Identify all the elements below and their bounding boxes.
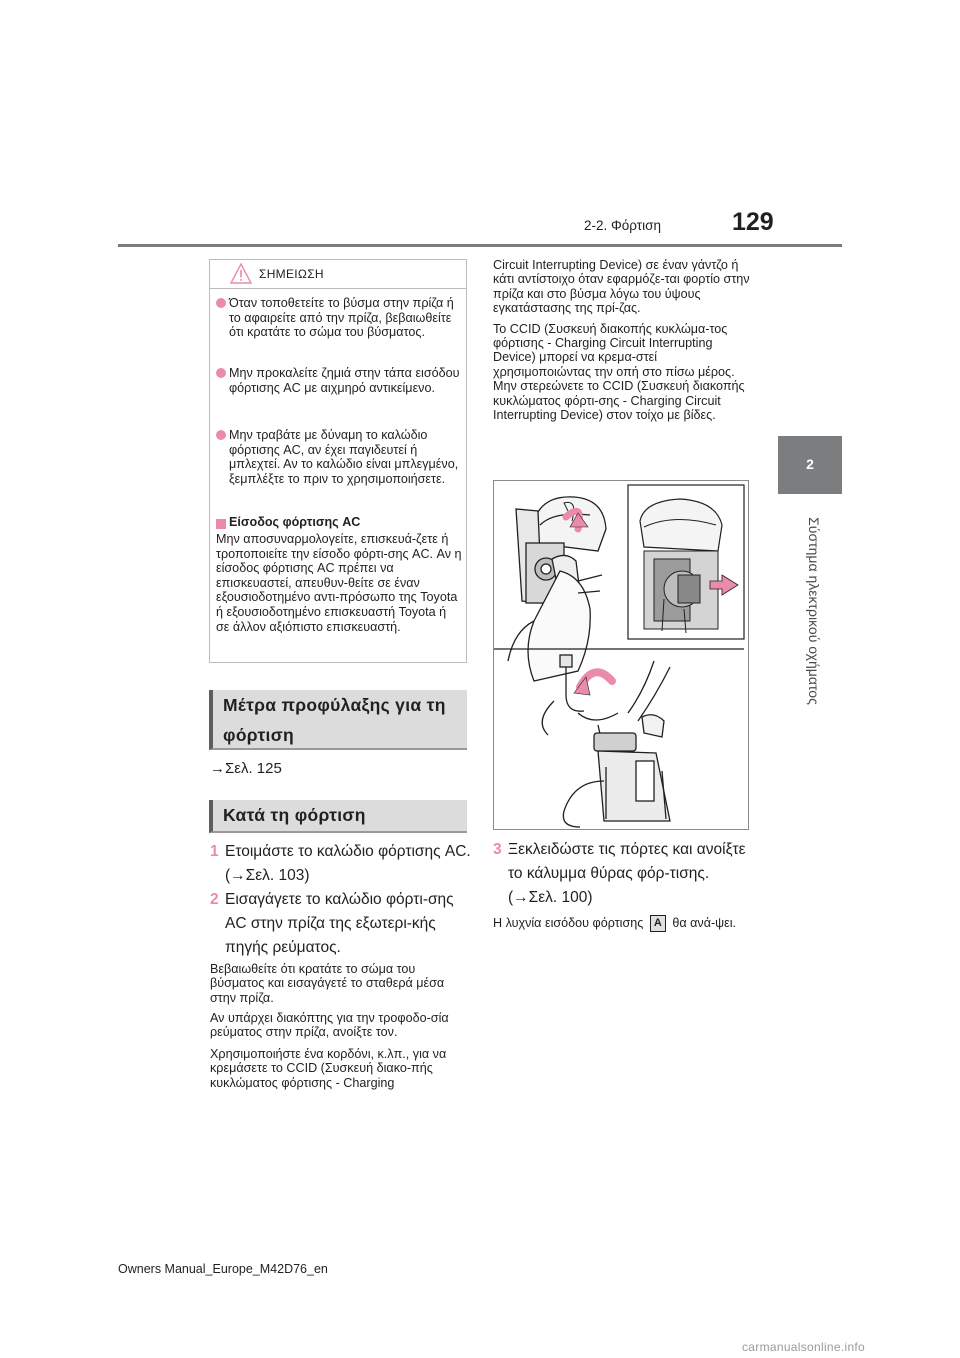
step-2 — [210, 888, 475, 962]
section-heading-text: Κατά τη φόρτιση — [223, 805, 366, 825]
page-number: 129 — [732, 208, 774, 236]
right-paragraph: Circuit Interrupting Device) σε έναν γάντζο ή κάτι αντίστοιχο όταν εφαρμόζε-ται φορτίο στην πρίζα και στο βύσμα λόγω του ύψους εγκατάστασης της πρί-ζας. — [493, 258, 750, 316]
right-paragraph: Το CCID (Συσκευή διακοπής κυκλώμα-τος φόρτισης - Charging Circuit Interrupting Device) μπορεί να κρεμα-στεί χρησιμοποιώντας την οπή στο πίσω μέρος. Μην στερεώνετε το CCID (Συσκευή διακοπής κυκλώματος φόρτι-σης - Charging Circuit Interrupting Device) στον τοίχο με βίδες. — [493, 321, 745, 423]
chapter-number: 2 — [806, 456, 814, 472]
bullet-dot-icon — [216, 298, 226, 308]
notice-box — [209, 259, 467, 663]
square-bullet-icon — [216, 519, 226, 529]
notice-subheading: Είσοδος φόρτισης AC — [229, 515, 361, 529]
step-text: Ετοιμάστε το καλώδιο φόρτισης AC. (→Σελ. 103) — [225, 843, 471, 884]
step2-paragraph: Χρησιμοποιήστε ένα κορδόνι, κ.λπ., για να κρεμάσετε το CCID (Συσκευή διακο-πής κυκλώματος φόρτισης - Charging — [210, 1047, 447, 1090]
notice-bullet-text: Μην προκαλείτε ζημιά στην τάπα εισόδου φόρτισης AC με αιχμηρό αντικείμενο. — [229, 366, 460, 395]
step2-paragraph: Βεβαιωθείτε ότι κρατάτε το σώμα του βύσματος και εισαγάγετέ το σταθερά μέσα στην πρίζα. — [210, 962, 445, 1005]
header-rule — [118, 244, 842, 247]
charging-illustration — [493, 480, 749, 830]
plug-insert-inset — [628, 485, 744, 639]
warning-triangle-icon — [230, 263, 252, 284]
section-heading-during — [209, 800, 467, 833]
step-text: Εισαγάγετε το καλώδιο φόρτι-σης AC στην πρίζα της εξωτερι-κής πηγής ρεύματος. — [225, 891, 454, 956]
step-number: 2 — [210, 891, 219, 908]
bullet-dot-icon — [216, 368, 226, 378]
lamp-note-text: Η λυχνία εισόδου φόρτισης — [493, 916, 644, 930]
section-title: 2-2. Φόρτιση — [584, 218, 661, 233]
notice-bullet-text: Μην τραβάτε με δύναμη το καλώδιο φόρτισης AC, αν έχει παγιδευτεί ή μπλεχτεί. Αν το καλώδιο είναι μπλεγμένο, ξεμπλέξτε το πριν το χρησιμοποιήσετε. — [229, 428, 459, 486]
ccid-hanging-drawing — [542, 655, 670, 827]
footer-manual-id: Owners Manual_Europe_M42D76_en — [118, 1262, 328, 1276]
chapter-vertical-title: Σύστημα ηλεκτρικού οχήματος — [806, 517, 822, 705]
step-3 — [493, 838, 755, 908]
notice-bullet-text: Όταν τοποθετείτε το βύσμα στην πρίζα ή το αφαιρείτε από την πρίζα, βεβαιωθείτε ότι κρατάτε το σώμα του βύσματος. — [229, 296, 454, 340]
lamp-note-text: θα ανά-ψει. — [672, 916, 737, 930]
notice-title: ΣΗΜΕΙΩΣΗ — [259, 267, 324, 281]
section-heading-precautions — [209, 690, 467, 750]
step-1 — [210, 840, 475, 890]
step-number: 1 — [210, 843, 219, 860]
chapter-tab — [778, 436, 842, 494]
watermark: carmanualsonline.info — [742, 1340, 866, 1354]
label-a-badge: A — [650, 915, 666, 932]
notice-subbody: Μην αποσυναρμολογείτε, επισκευά-ζετε ή τροποποιείτε την είσοδο φόρτι-σης AC. Αν η είσοδος φόρτισης AC πρέπει να επισκευαστεί, απευθυν-θείτε σε έναν εξουσιοδοτημένο αντι-πρόσωπο της Toyota ή εξουσιοδοτημένο επισκευαστή Toyota ή σε άλλον αξιόπιστο επισκευαστή. — [216, 532, 462, 634]
step2-paragraph: Αν υπάρχει διακόπτης για την τροφοδο-σία ρεύματος στην πρίζα, ανοίξτε τον. — [210, 1011, 449, 1040]
section-heading-text: Μέτρα προφύλαξης για τη φόρτιση — [223, 695, 446, 745]
right-column-text — [493, 258, 755, 428]
step-text: Ξεκλειδώστε τις πόρτες και ανοίξτε το κάλυμμα θύρας φόρ-τισης. (→Σελ. 100) — [508, 841, 746, 906]
notice-header — [210, 260, 466, 289]
bullet-dot-icon — [216, 430, 226, 440]
step-number: 3 — [493, 841, 502, 858]
lamp-note — [493, 910, 755, 936]
charging-port-diagram — [494, 481, 748, 829]
hand-opening-lid-drawing — [508, 497, 606, 681]
page-reference: →Σελ. 125 — [210, 760, 282, 777]
